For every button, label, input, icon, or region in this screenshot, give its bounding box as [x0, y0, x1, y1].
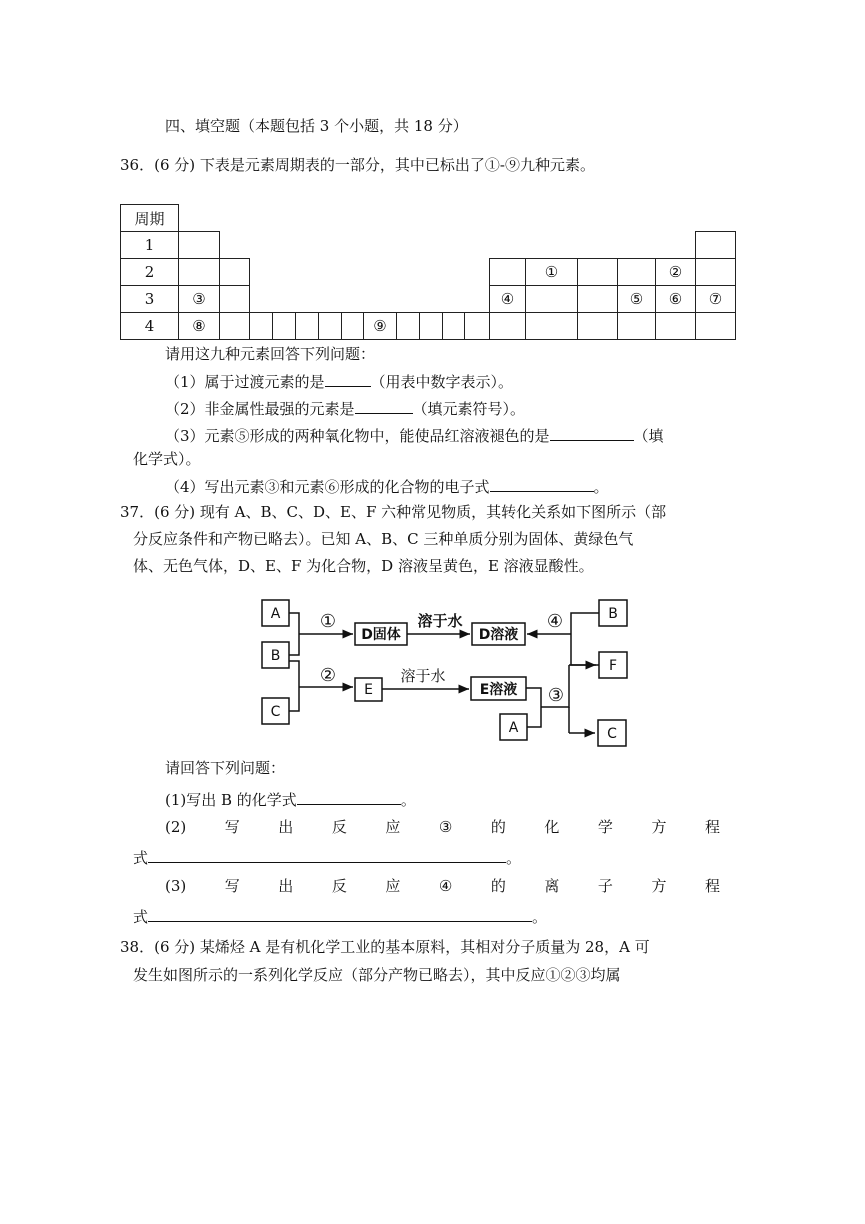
label-reaction-4: ④: [546, 611, 564, 632]
period-label: 2: [121, 259, 179, 286]
q37-sub2: (2) 写 出 反 应 ③ 的 化 学 方 程: [165, 818, 720, 836]
element-mark: ①: [526, 259, 578, 286]
answer-blank[interactable]: [297, 788, 401, 805]
label-D-solution: D溶液: [478, 627, 519, 643]
answer-blank[interactable]: [148, 905, 532, 922]
label-dissolve-1: 溶于水: [417, 612, 463, 630]
q36-sub2: （2）非金属性最强的元素是 （填元素符号）。: [165, 397, 525, 419]
element-mark: ⑨: [364, 313, 397, 340]
label-C: C: [270, 704, 281, 720]
label-reaction-3: ③: [547, 685, 565, 706]
answer-blank[interactable]: [148, 846, 506, 863]
element-mark: ⑤: [618, 286, 656, 313]
q37-line1: 37．(6 分) 现有 A、B、C、D、E、F 六种常见物质，其转化关系如下图所示（部: [120, 503, 667, 521]
q37-prompt: 请回答下列问题：: [165, 759, 286, 777]
element-mark: ③: [179, 286, 220, 313]
label-A: A: [270, 606, 281, 622]
answer-blank[interactable]: [550, 424, 634, 441]
label-dissolve-2: 溶于水: [400, 667, 446, 685]
periodic-table: [120, 204, 736, 340]
q38-line1: 38．(6 分) 某烯烃 A 是有机化学工业的基本原料，其相对分子质量为 28，A 可: [120, 938, 650, 956]
q36-sub3-cont: 化学式）。: [133, 450, 201, 468]
label-B-right: B: [608, 606, 618, 622]
period-label: 1: [121, 232, 179, 259]
element-mark: ⑥: [656, 286, 696, 313]
label-E-solution: E溶液: [479, 682, 518, 698]
q37-sub2-cont: 式 。: [133, 846, 521, 868]
label-reaction-1: ①: [319, 611, 337, 632]
element-mark: ⑧: [179, 313, 220, 340]
q36-sub1: （1）属于过渡元素的是 （用表中数字表示）。: [165, 370, 513, 392]
q37-sub3-cont: 式 。: [133, 905, 547, 927]
answer-blank[interactable]: [325, 370, 371, 387]
q38-line2: 发生如图所示的一系列化学反应（部分产物已略去），其中反应①②③均属: [133, 966, 621, 984]
section-header: 四、填空题（本题包括 3 个小题，共 18 分）: [165, 117, 468, 135]
q36-sub3: （3）元素⑤形成的两种氧化物中，能使品红溶液褪色的是 （填: [165, 424, 664, 446]
q37-line3: 体、无色气体，D、E、F 为化合物，D 溶液呈黄色，E 溶液显酸性。: [133, 557, 594, 575]
element-mark: ④: [490, 286, 526, 313]
answer-blank[interactable]: [355, 397, 413, 414]
q37-sub1: (1)写出 B 的化学式 。: [165, 788, 416, 810]
answer-blank[interactable]: [490, 475, 594, 492]
element-mark: ②: [656, 259, 696, 286]
label-C-right: C: [607, 726, 617, 742]
label-A-lower: A: [508, 720, 519, 736]
label-reaction-2: ②: [319, 665, 337, 686]
period-label: 4: [121, 313, 179, 340]
label-B: B: [270, 648, 281, 664]
q37-sub3: (3) 写 出 反 应 ④ 的 离 子 方 程: [165, 877, 720, 895]
q37-line2: 分反应条件和产物已略去）。已知 A、B、C 三种单质分别为固体、黄绿色气: [133, 530, 634, 548]
q36-intro: 36．(6 分) 下表是元素周期表的一部分，其中已标出了①-⑨九种元素。: [120, 156, 595, 174]
label-F: F: [608, 658, 618, 674]
period-label: 3: [121, 286, 179, 313]
label-D-solid: D固体: [361, 627, 401, 643]
q36-prompt: 请用这九种元素回答下列问题：: [165, 345, 376, 363]
element-mark: ⑦: [696, 286, 736, 313]
table-header-period: 周期: [121, 205, 179, 232]
reaction-diagram: [255, 590, 635, 750]
label-E: E: [364, 682, 373, 698]
q36-sub4: （4）写出元素③和元素⑥形成的化合物的电子式 。: [165, 475, 609, 497]
